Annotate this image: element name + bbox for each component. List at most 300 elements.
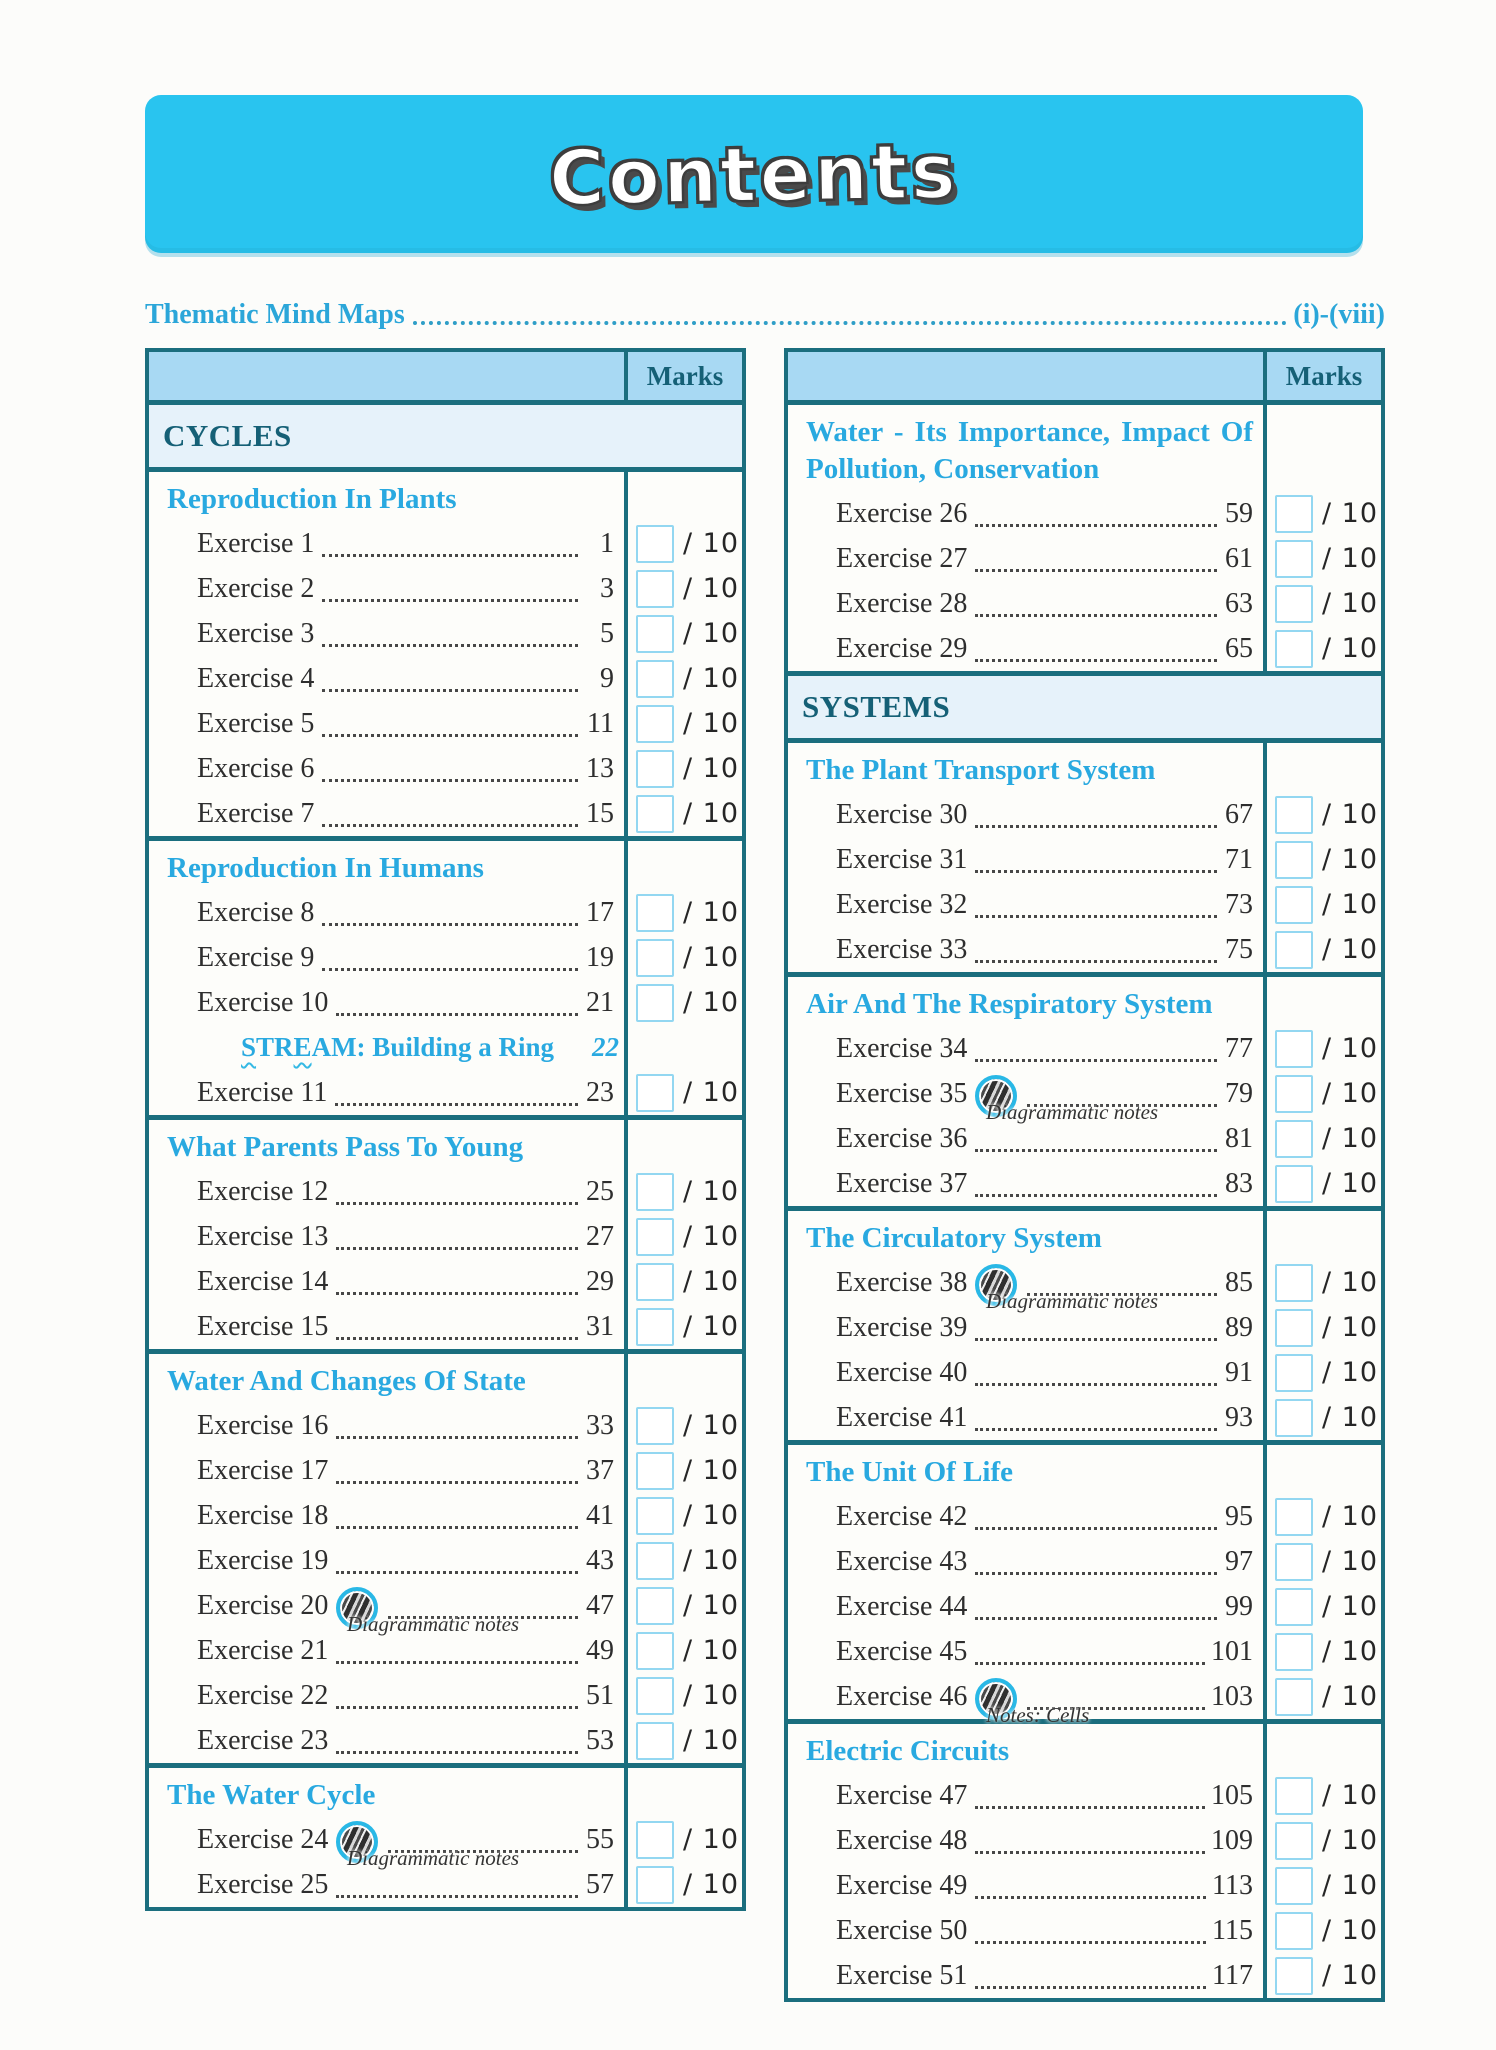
exercise-row	[149, 656, 742, 701]
marks-checkbox[interactable]	[1275, 1165, 1313, 1203]
page-number: 17	[586, 896, 614, 928]
exercise-label: Exercise 38	[836, 1266, 968, 1298]
exercise-label: Exercise 47	[836, 1779, 968, 1811]
dot-leader	[336, 1751, 578, 1754]
marks-checkbox[interactable]	[636, 1407, 674, 1445]
exercise-row-main	[149, 1673, 624, 1718]
marks-checkbox[interactable]	[1275, 1633, 1313, 1671]
dot-leader	[975, 1896, 1206, 1899]
exercise-row-main	[788, 1071, 1263, 1124]
marks-cell	[624, 1169, 742, 1214]
exercise-label: Exercise 37	[836, 1167, 968, 1199]
exercise-row	[149, 746, 742, 791]
exercise-row	[149, 1673, 742, 1718]
dot-leader	[413, 321, 1287, 325]
marks-cell	[624, 1403, 742, 1448]
exercise-row	[788, 1674, 1381, 1727]
marks-denominator: / 10	[683, 1311, 740, 1342]
marks-denominator: / 10	[683, 897, 740, 928]
marks-cell	[624, 656, 742, 701]
stream-note-row	[149, 1025, 742, 1070]
marks-denominator: / 10	[1322, 889, 1379, 920]
exercise-row	[788, 1863, 1381, 1908]
dot-leader	[336, 1706, 578, 1709]
dot-leader	[975, 1059, 1217, 1062]
marks-checkbox[interactable]	[636, 570, 674, 608]
exercise-row	[149, 566, 742, 611]
marks-checkbox[interactable]	[1275, 1399, 1313, 1437]
page-number: 73	[1225, 888, 1253, 920]
marks-checkbox[interactable]	[636, 1677, 674, 1715]
exercise-label: Exercise 30	[836, 798, 968, 830]
subsection-title-row	[788, 1724, 1381, 1773]
marks-checkbox[interactable]	[636, 1542, 674, 1580]
exercise-row-main	[788, 792, 1263, 837]
table-header-row	[149, 352, 742, 405]
page-number: 25	[586, 1175, 614, 1207]
marks-checkbox[interactable]	[1275, 1777, 1313, 1815]
toc-block	[788, 1211, 1381, 1445]
exercise-row	[149, 1448, 742, 1493]
page-number: 33	[586, 1409, 614, 1441]
dot-leader	[975, 1851, 1205, 1854]
marks-cell-empty	[1263, 1211, 1381, 1260]
exercise-label: Exercise 31	[836, 843, 968, 875]
exercise-label: Exercise 2	[197, 572, 315, 604]
dot-leader	[975, 1428, 1217, 1431]
exercise-label: Exercise 3	[197, 617, 315, 649]
page-number: 59	[1225, 497, 1253, 529]
marks-checkbox[interactable]	[636, 1218, 674, 1256]
marks-cell	[624, 791, 742, 836]
exercise-label: Exercise 22	[197, 1679, 329, 1711]
page-number: 57	[586, 1868, 614, 1900]
marks-checkbox[interactable]	[1275, 1867, 1313, 1905]
page-number: 49	[586, 1634, 614, 1666]
marks-denominator: / 10	[1322, 799, 1379, 830]
exercise-row	[788, 1773, 1381, 1818]
dot-leader	[336, 1247, 578, 1250]
exercise-row-main	[788, 1494, 1263, 1539]
marks-cell	[1263, 1674, 1381, 1719]
dot-leader	[975, 1149, 1217, 1152]
exercise-row-main	[149, 1538, 624, 1583]
exercise-row	[788, 1953, 1381, 1998]
exercise-row	[788, 581, 1381, 626]
marks-checkbox[interactable]	[1275, 841, 1313, 879]
marks-cell	[624, 1214, 742, 1259]
marks-denominator: / 10	[1322, 934, 1379, 965]
page-number: 29	[586, 1265, 614, 1297]
subsection-title-row	[149, 472, 742, 521]
marks-denominator: / 10	[1322, 588, 1379, 619]
exercise-row-main	[149, 656, 624, 701]
marks-checkbox[interactable]	[1275, 1678, 1313, 1716]
subsection-title-row	[149, 1354, 742, 1403]
marks-cell	[1263, 626, 1381, 671]
marks-denominator: / 10	[1322, 1168, 1379, 1199]
marks-denominator: / 10	[683, 1545, 740, 1576]
subsection-title-row	[788, 1445, 1381, 1494]
page-number: 15	[586, 797, 614, 829]
page-number: 105	[1211, 1779, 1253, 1811]
section-header: CYCLES	[149, 405, 742, 472]
exercise-label: Exercise 14	[197, 1265, 329, 1297]
toc-block	[788, 743, 1381, 977]
marks-denominator: / 10	[1322, 1402, 1379, 1433]
exercise-row-main	[149, 611, 624, 656]
marks-cell	[1263, 1818, 1381, 1863]
exercise-label: Exercise 19	[197, 1544, 329, 1576]
dot-leader	[975, 1986, 1206, 1989]
marks-checkbox[interactable]	[636, 1497, 674, 1535]
exercise-row-main	[788, 1026, 1263, 1071]
exercise-row-main	[788, 1674, 1263, 1727]
icon-caption: Notes: Cells	[986, 1703, 1090, 1727]
exercise-label: Exercise 18	[197, 1499, 329, 1531]
dot-leader	[336, 1013, 578, 1016]
dot-leader	[322, 599, 578, 602]
dot-leader	[335, 1103, 578, 1106]
exercise-label: Exercise 21	[197, 1634, 329, 1666]
exercise-label: Exercise 42	[836, 1500, 968, 1532]
marks-denominator: / 10	[683, 987, 740, 1018]
stream-note-page: 22	[592, 1032, 619, 1062]
marks-checkbox[interactable]	[636, 984, 674, 1022]
exercise-row-main	[788, 1773, 1263, 1818]
exercise-label: Exercise 20	[197, 1589, 329, 1621]
exercise-label: Exercise 41	[836, 1401, 968, 1433]
exercise-label: Exercise 27	[836, 542, 968, 574]
marks-cell-empty	[624, 1768, 742, 1817]
dot-leader	[975, 1527, 1217, 1530]
marks-checkbox[interactable]	[636, 795, 674, 833]
marks-denominator: / 10	[1322, 1591, 1379, 1622]
marks-cell	[1263, 1584, 1381, 1629]
marks-denominator: / 10	[683, 663, 740, 694]
page-number: 13	[586, 752, 614, 784]
marks-cell-empty	[624, 1354, 742, 1403]
marks-cell	[624, 980, 742, 1025]
subsection-title-row	[149, 1120, 742, 1169]
exercise-row-main	[149, 1718, 624, 1763]
marks-checkbox[interactable]	[1275, 1498, 1313, 1536]
marks-cell	[624, 1583, 742, 1628]
marks-checkbox[interactable]	[1275, 585, 1313, 623]
marks-cell-empty	[1263, 1445, 1381, 1494]
exercise-row	[788, 1494, 1381, 1539]
dot-leader	[322, 554, 578, 557]
page-number: 23	[586, 1076, 614, 1108]
exercise-row	[788, 1818, 1381, 1863]
toc-block	[149, 1354, 742, 1768]
exercise-label: Exercise 4	[197, 662, 315, 694]
exercise-row	[149, 1403, 742, 1448]
marks-cell	[624, 1448, 742, 1493]
marks-checkbox[interactable]	[636, 750, 674, 788]
dot-leader	[322, 779, 578, 782]
marks-checkbox[interactable]	[1275, 1543, 1313, 1581]
marks-checkbox[interactable]	[1275, 1957, 1313, 1995]
marks-denominator: / 10	[1322, 543, 1379, 574]
dot-leader	[975, 1662, 1205, 1665]
marks-checkbox[interactable]	[1275, 1075, 1313, 1113]
thematic-mind-maps-pages: (i)-(viii)	[1293, 299, 1385, 330]
page-number: 93	[1225, 1401, 1253, 1433]
marks-cell	[624, 1538, 742, 1583]
marks-checkbox[interactable]	[1275, 1822, 1313, 1860]
marks-checkbox[interactable]	[1275, 1030, 1313, 1068]
subsection-title: Reproduction In Humans	[167, 852, 484, 884]
marks-checkbox[interactable]	[636, 894, 674, 932]
marks-denominator: / 10	[683, 1725, 740, 1756]
marks-denominator: / 10	[683, 1590, 740, 1621]
exercise-label: Exercise 26	[836, 497, 968, 529]
exercise-label: Exercise 44	[836, 1590, 968, 1622]
exercise-row-main	[149, 1214, 624, 1259]
exercise-row-main	[788, 1161, 1263, 1206]
marks-cell	[1263, 1629, 1381, 1674]
exercise-row	[149, 1070, 742, 1115]
dot-leader	[975, 524, 1217, 527]
exercise-row-main	[788, 491, 1263, 536]
page-number: 43	[586, 1544, 614, 1576]
page-number: 109	[1211, 1824, 1253, 1856]
page-number: 71	[1225, 843, 1253, 875]
marks-checkbox[interactable]	[636, 1866, 674, 1904]
subsection-title-main	[149, 841, 624, 890]
icon-caption: Diagrammatic notes	[986, 1100, 1159, 1124]
dot-leader	[336, 1526, 578, 1529]
page-number: 79	[1225, 1077, 1253, 1109]
exercise-row-main	[788, 1350, 1263, 1395]
dot-leader	[975, 569, 1217, 572]
dot-leader	[975, 1194, 1217, 1197]
marks-denominator: / 10	[683, 1176, 740, 1207]
dot-leader	[336, 1337, 578, 1340]
marks-cell	[624, 1862, 742, 1907]
exercise-row-main	[149, 1403, 624, 1448]
marks-checkbox[interactable]	[636, 705, 674, 743]
page-number: 31	[586, 1310, 614, 1342]
marks-denominator: / 10	[1322, 844, 1379, 875]
marks-checkbox[interactable]	[1275, 630, 1313, 668]
dot-leader	[322, 824, 578, 827]
marks-checkbox[interactable]	[636, 660, 674, 698]
subsection-title-main	[149, 1120, 624, 1169]
toc-table-left	[145, 348, 746, 1911]
marks-checkbox[interactable]	[636, 1074, 674, 1112]
marks-denominator: / 10	[1322, 1780, 1379, 1811]
marks-cell	[1263, 1071, 1381, 1116]
marks-cell-empty	[1263, 405, 1381, 491]
marks-checkbox[interactable]	[1275, 1309, 1313, 1347]
exercise-label: Exercise 15	[197, 1310, 329, 1342]
marks-cell	[624, 701, 742, 746]
marks-checkbox[interactable]	[1275, 495, 1313, 533]
exercise-label: Exercise 50	[836, 1914, 968, 1946]
marks-checkbox[interactable]	[636, 525, 674, 563]
marks-cell	[1263, 491, 1381, 536]
marks-cell	[1263, 1953, 1381, 1998]
page-number: 21	[586, 986, 614, 1018]
marks-denominator: / 10	[683, 1266, 740, 1297]
exercise-row-main	[149, 1304, 624, 1349]
exercise-label: Exercise 25	[197, 1868, 329, 1900]
exercise-label: Exercise 45	[836, 1635, 968, 1667]
marks-denominator: / 10	[1322, 1267, 1379, 1298]
marks-denominator: / 10	[1322, 1501, 1379, 1532]
exercise-label: Exercise 6	[197, 752, 315, 784]
marks-cell	[624, 1070, 742, 1115]
exercise-row	[149, 1538, 742, 1583]
marks-checkbox[interactable]	[636, 1632, 674, 1670]
marks-checkbox[interactable]	[1275, 540, 1313, 578]
marks-denominator: / 10	[1322, 1546, 1379, 1577]
marks-cell	[1263, 1116, 1381, 1161]
subsection-title-main	[788, 1724, 1263, 1773]
exercise-label: Exercise 23	[197, 1724, 329, 1756]
exercise-row-main	[149, 1169, 624, 1214]
marks-denominator: / 10	[683, 1635, 740, 1666]
exercise-row	[788, 1161, 1381, 1206]
exercise-row	[149, 1583, 742, 1636]
marks-denominator: / 10	[1322, 1960, 1379, 1991]
marks-denominator: / 10	[1322, 1078, 1379, 1109]
subsection-title: Electric Circuits	[806, 1735, 1010, 1767]
exercise-row	[149, 935, 742, 980]
dot-leader	[336, 1481, 578, 1484]
exercise-row-main	[149, 1493, 624, 1538]
exercise-label: Exercise 43	[836, 1545, 968, 1577]
marks-checkbox[interactable]	[636, 939, 674, 977]
exercise-row-main	[788, 837, 1263, 882]
marks-denominator: / 10	[683, 708, 740, 739]
page-number: 117	[1212, 1959, 1253, 1991]
marks-denominator: / 10	[1322, 1636, 1379, 1667]
marks-cell	[624, 1817, 742, 1862]
dot-leader	[975, 1617, 1217, 1620]
exercise-row-main	[788, 1260, 1263, 1313]
marks-cell	[624, 611, 742, 656]
marks-checkbox[interactable]	[636, 1452, 674, 1490]
exercise-row	[788, 626, 1381, 671]
marks-cell-empty	[624, 1025, 742, 1070]
dot-leader	[322, 734, 578, 737]
stream-note-label: STREAM: Building a Ring	[241, 1032, 554, 1062]
subsection-title-main	[788, 977, 1263, 1026]
marks-denominator: / 10	[683, 1500, 740, 1531]
subsection-title-row	[788, 405, 1381, 491]
exercise-row-main	[788, 882, 1263, 927]
marks-checkbox[interactable]	[1275, 931, 1313, 969]
subsection-title: The Unit Of Life	[806, 1456, 1014, 1488]
dot-leader	[975, 1338, 1217, 1341]
exercise-row	[788, 837, 1381, 882]
marks-denominator: / 10	[1322, 1915, 1379, 1946]
marks-checkbox[interactable]	[636, 1587, 674, 1625]
exercise-row	[149, 1304, 742, 1349]
marks-cell	[1263, 1026, 1381, 1071]
marks-checkbox[interactable]	[636, 1821, 674, 1859]
marks-checkbox[interactable]	[636, 1722, 674, 1760]
dot-leader	[336, 1571, 578, 1574]
page-number: 81	[1225, 1122, 1253, 1154]
subsection-title-main	[788, 1211, 1263, 1260]
marks-cell-empty	[624, 1120, 742, 1169]
marks-checkbox[interactable]	[1275, 1354, 1313, 1392]
page-number: 61	[1225, 542, 1253, 574]
table-header-spacer	[788, 352, 1263, 400]
toc-block	[149, 472, 742, 841]
exercise-row	[788, 1350, 1381, 1395]
marks-cell	[624, 746, 742, 791]
marks-checkbox[interactable]	[636, 1308, 674, 1346]
dot-leader	[975, 960, 1217, 963]
dot-leader	[975, 870, 1217, 873]
marks-column-header: Marks	[624, 352, 742, 400]
exercise-label: Exercise 9	[197, 941, 315, 973]
marks-checkbox[interactable]	[1275, 796, 1313, 834]
page-number: 9	[600, 662, 614, 694]
toc-block	[149, 1120, 742, 1354]
marks-checkbox[interactable]	[1275, 886, 1313, 924]
exercise-row-main	[788, 536, 1263, 581]
marks-checkbox[interactable]	[1275, 1588, 1313, 1626]
icon-caption: Diagrammatic notes	[347, 1846, 520, 1870]
marks-cell-empty	[1263, 743, 1381, 792]
subsection-title-main	[788, 743, 1263, 792]
marks-checkbox[interactable]	[636, 1173, 674, 1211]
marks-checkbox[interactable]	[636, 615, 674, 653]
toc-tables	[145, 348, 1385, 2002]
exercise-row	[788, 1539, 1381, 1584]
subsection-title-main	[149, 1768, 624, 1817]
marks-checkbox[interactable]	[1275, 1264, 1313, 1302]
marks-denominator: / 10	[683, 1221, 740, 1252]
subsection-title: Reproduction In Plants	[167, 483, 457, 515]
exercise-row	[788, 1260, 1381, 1313]
subsection-title: Water - Its Importance, Impact Of Pollution, Conservation	[806, 416, 1253, 485]
marks-checkbox[interactable]	[1275, 1912, 1313, 1950]
exercise-row-main	[149, 566, 624, 611]
dot-leader	[336, 1202, 578, 1205]
exercise-row	[149, 890, 742, 935]
marks-denominator: / 10	[683, 1455, 740, 1486]
marks-denominator: / 10	[1322, 633, 1379, 664]
exercise-row	[788, 927, 1381, 972]
exercise-row	[788, 1395, 1381, 1440]
marks-denominator: / 10	[1322, 1312, 1379, 1343]
marks-cell	[1263, 882, 1381, 927]
icon-caption: Diagrammatic notes	[347, 1612, 520, 1636]
marks-denominator: / 10	[683, 1077, 740, 1108]
exercise-row	[788, 1026, 1381, 1071]
icon-caption: Diagrammatic notes	[986, 1289, 1159, 1313]
exercise-label: Exercise 51	[836, 1959, 968, 1991]
marks-checkbox[interactable]	[636, 1263, 674, 1301]
toc-block	[149, 1768, 742, 1907]
page-number: 47	[586, 1589, 614, 1621]
marks-cell-empty	[1263, 977, 1381, 1026]
section-header: SYSTEMS	[788, 676, 1381, 743]
marks-cell	[1263, 1539, 1381, 1584]
marks-cell-empty	[624, 841, 742, 890]
marks-denominator: / 10	[683, 1680, 740, 1711]
exercise-row	[149, 611, 742, 656]
marks-cell	[1263, 1161, 1381, 1206]
marks-checkbox[interactable]	[1275, 1120, 1313, 1158]
